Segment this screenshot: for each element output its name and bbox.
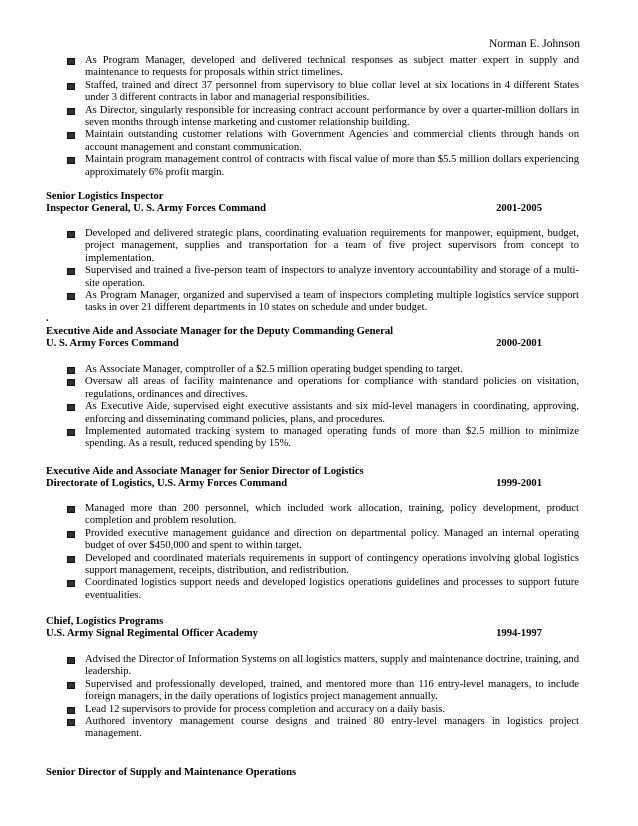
position-title: Executive Aide and Associate Manager for Senior Director of Logistics <box>46 466 364 477</box>
position-header <box>46 616 542 641</box>
list-item: As Program Manager, developed and delivered technical responses as subject matter expert in supply and maintenance to requests for proposals within strict timelines. <box>67 55 579 80</box>
list-item: Coordinated logistics support needs and developed logistics operations guidelines and processes to support future eventualities. <box>67 577 579 602</box>
list-item: Implemented automated tracking system to managed operating funds of more than $2.5 million to minimize spending. As a result, reduced spending by 15%. <box>67 426 579 451</box>
position-org: Inspector General, U. S. Army Forces Command <box>46 203 266 215</box>
position-title: Executive Aide and Associate Manager for the Deputy Commanding General <box>46 326 394 337</box>
list-item: Staffed, trained and direct 37 personnel from supervisory to blue collar level at six locations in 4 different States under 3 different contracts in labor and managerial responsibilities. <box>67 80 579 105</box>
position-bullet-list <box>67 654 579 741</box>
square-bullet-icon <box>67 367 75 374</box>
list-item: Advised the Director of Information Systems on all logistics matters, supply and maintenance doctrine, training, and leadership. <box>67 654 579 679</box>
square-bullet-icon <box>67 379 75 386</box>
position-bullet-list <box>67 364 579 451</box>
position-years: 1999-2001 <box>496 478 542 490</box>
square-bullet-icon <box>67 556 75 563</box>
position-org: U. S. Army Forces Command <box>46 338 179 350</box>
header-name: Norman E. Johnson <box>488 38 580 50</box>
square-bullet-icon <box>67 132 75 139</box>
square-bullet-icon <box>67 657 75 664</box>
list-item: As Executive Aide, supervised eight executive assistants and six mid-level managers in coordinating, approving, enforcing and disseminating command policies, plans, and procedures. <box>67 401 579 426</box>
list-item: Maintain outstanding customer relations with Government Agencies and commercial clients through hands on account management and constant communication. <box>67 129 579 154</box>
position-header <box>46 767 542 779</box>
square-bullet-icon <box>67 429 75 436</box>
position-org: U.S. Army Signal Regimental Officer Academy <box>46 628 258 640</box>
square-bullet-icon <box>67 506 75 513</box>
list-item: As Program Manager, organized and supervised a team of inspectors completing multiple logistics service support tasks in over 21 different departments in 10 states on schedule and under budget. <box>67 290 579 315</box>
square-bullet-icon <box>67 707 75 714</box>
square-bullet-icon <box>67 682 75 689</box>
position-header <box>46 326 542 351</box>
list-item: As Director, singularly responsible for increasing contract account performance by over a quarter-million dollars in seven months through intense marketing and customer relationship building. <box>67 105 579 130</box>
list-item: Maintain program management control of contracts with fiscal value of more than $5.5 million dollars experiencing approximately 6% profit margin. <box>67 154 579 179</box>
list-item: Provided executive management guidance and direction on departmental policy. Managed an internal operating budget of over $450,000 and spent to within target. <box>67 528 579 553</box>
list-item: Developed and delivered strategic plans, coordinating evaluation requirements for manpower, equipment, budget, project management, supplies and transportation for a team of five project supervisors from concept to implementation. <box>67 228 579 265</box>
list-item: Supervised and professionally developed, trained, and mentored more than 116 entry-level managers, to include foreign managers, in the daily operations of logistics project management annually. <box>67 679 579 704</box>
list-item: Lead 12 supervisors to provide for process completion and accuracy on a daily basis. <box>67 704 579 716</box>
top-bullet-list <box>67 55 579 179</box>
square-bullet-icon <box>67 719 75 726</box>
list-item: Managed more than 200 personnel, which included work allocation, training, policy development, product completion and problem resolution. <box>67 503 579 528</box>
position-header <box>46 466 542 491</box>
list-item: As Associate Manager, comptroller of a $2.5 million operating budget spending to target. <box>67 364 579 376</box>
position-title: Chief, Logistics Programs <box>46 616 164 627</box>
square-bullet-icon <box>67 58 75 65</box>
list-item: Developed and coordinated materials requirements in support of contingency operations involving global logistics support management, receipts, distribution, and redistribution. <box>67 553 579 578</box>
square-bullet-icon <box>67 83 75 90</box>
list-item: Authored inventory management course designs and trained 80 entry-level managers in logistics project management. <box>67 716 579 741</box>
position-years: 2000-2001 <box>496 338 542 350</box>
separator-dot: . <box>46 313 49 324</box>
square-bullet-icon <box>67 531 75 538</box>
position-header <box>46 191 542 216</box>
position-bullet-list <box>67 228 579 315</box>
square-bullet-icon <box>67 157 75 164</box>
list-item: Oversaw all areas of facility maintenance and operations for compliance with standard policies on visitation, regulations, ordinances and directives. <box>67 376 579 401</box>
position-bullet-list <box>67 503 579 602</box>
square-bullet-icon <box>67 231 75 238</box>
square-bullet-icon <box>67 108 75 115</box>
square-bullet-icon <box>67 268 75 275</box>
position-title: Senior Director of Supply and Maintenance Operations <box>46 767 297 778</box>
square-bullet-icon <box>67 580 75 587</box>
position-years: 1994-1997 <box>496 628 542 640</box>
square-bullet-icon <box>67 404 75 411</box>
square-bullet-icon <box>67 293 75 300</box>
position-title: Senior Logistics Inspector <box>46 191 164 202</box>
position-org: Directorate of Logistics, U.S. Army Forces Command <box>46 478 288 490</box>
list-item: Supervised and trained a five-person team of inspectors to analyze inventory accountability and storage of a multi-site operation. <box>67 265 579 290</box>
position-years: 2001-2005 <box>496 203 542 215</box>
